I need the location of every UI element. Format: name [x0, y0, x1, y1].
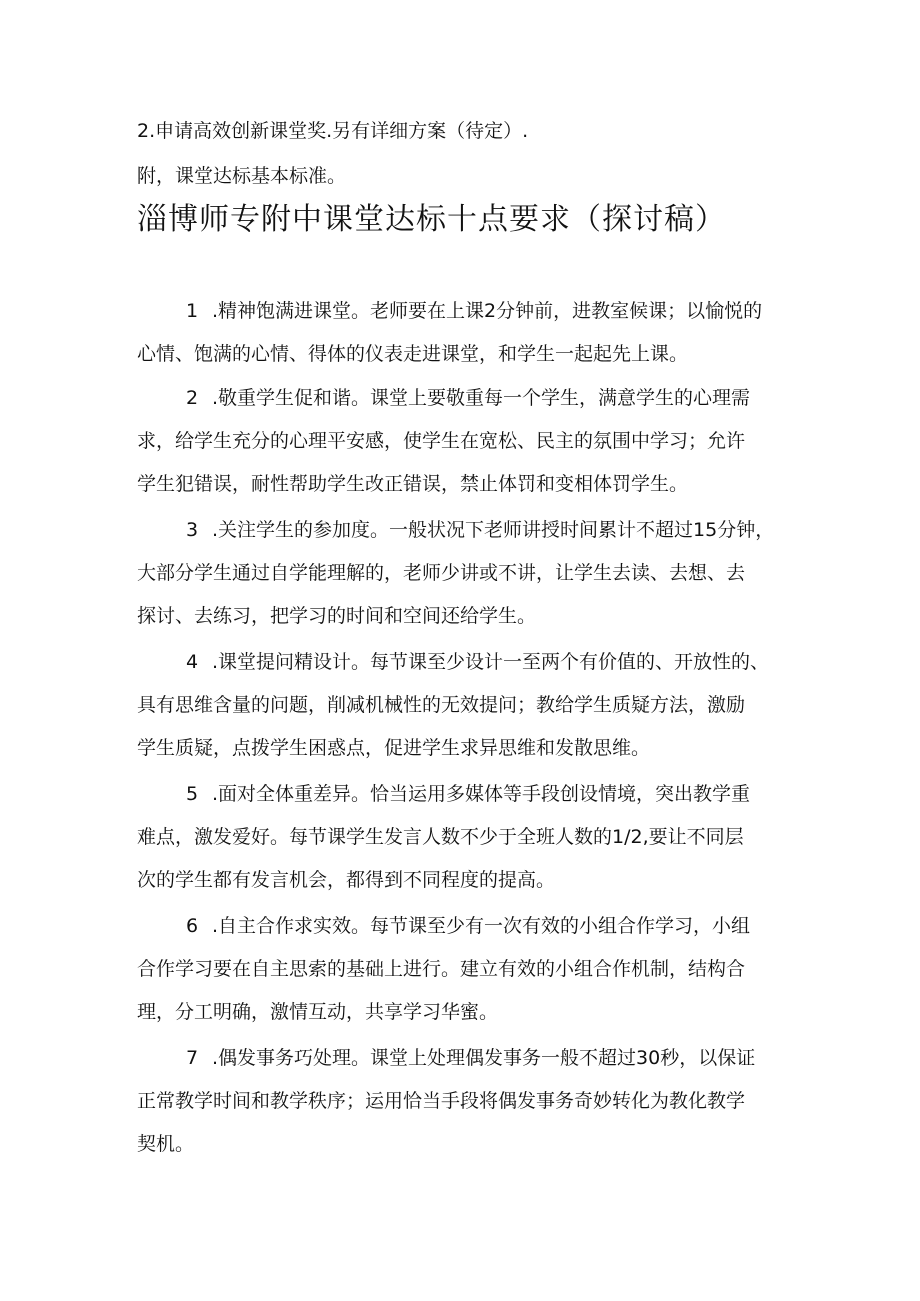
item-line: 契机。 [137, 1133, 195, 1155]
item-line [137, 509, 787, 552]
item-line [137, 1037, 787, 1080]
item-number: 5 [186, 783, 199, 805]
intro-line-1: 2.申请高效创新课堂奖.另有详细方案（待定）. [137, 120, 529, 142]
item-line [137, 290, 787, 333]
item-number: 7 [186, 1047, 199, 1069]
item-line: 次的学生都有发言机会，都得到不同程度的提高。 [137, 869, 556, 891]
item-line: 学生犯错误，耐性帮助学生改正错误，禁止体罚和变相体罚学生。 [137, 473, 689, 495]
item-line: 理，分工明确，激情互动，共享学习华蜜。 [137, 1001, 499, 1023]
list-item [137, 905, 787, 1034]
item-line: 具有思维含量的问题，削减机械性的无效提问；教给学生质疑方法，激励 [137, 694, 746, 716]
item-number: 6 [186, 915, 199, 937]
item-line: 难点，激发爱好。每节课学生发言人数不少于全班人数的1/2,要让不同层 [137, 826, 744, 848]
item-number: 3 [186, 519, 199, 541]
item-line: 合作学习要在自主思索的基础上进行。建立有效的小组合作机制，结构合 [137, 958, 746, 980]
item-text: .精神饱满进课堂。老师要在上课2分钟前，进教室候课；以愉悦的 [212, 300, 763, 322]
item-text: .偶发事务巧处理。课堂上处理偶发事务一般不超过30秒，以保证 [212, 1047, 756, 1069]
item-number: 4 [186, 651, 199, 673]
item-line: 学生质疑，点拨学生困惑点，促进学生求异思维和发散思维。 [137, 737, 651, 759]
list-item [137, 773, 787, 902]
item-text: .敬重学生促和谐。课堂上要敬重每一个学生，满意学生的心理需 [212, 387, 751, 409]
item-line [137, 773, 787, 816]
list-item [137, 377, 787, 506]
item-line [137, 641, 787, 684]
item-line [137, 905, 787, 948]
item-number: 2 [186, 387, 199, 409]
list-item [137, 641, 787, 770]
item-line: 心情、饱满的心情、得体的仪表走进课堂，和学生一起起先上课。 [137, 343, 689, 365]
page-title: 淄博师专附中课堂达标十点要求（探讨稿） [137, 202, 726, 237]
item-text: .自主合作求实效。每节课至少有一次有效的小组合作学习，小组 [212, 915, 751, 937]
item-line: 求，给学生充分的心理平安感，使学生在宽松、民主的氛围中学习；允许 [137, 430, 746, 452]
item-text: .课堂提问精设计。每节课至少设计一至两个有价值的、开放性的、 [212, 651, 770, 673]
list-item [137, 1037, 787, 1166]
intro-line-2: 附，课堂达标基本标准。 [137, 165, 347, 187]
item-number: 1 [186, 300, 199, 322]
item-text: .关注学生的参加度。一般状况下老师讲授时间累计不超过15分钟， [212, 519, 775, 541]
list-item [137, 290, 787, 376]
item-line: 大部分学生通过自学能理解的，老师少讲或不讲，让学生去读、去想、去 [137, 562, 746, 584]
item-line [137, 377, 787, 420]
list-item [137, 509, 787, 638]
item-line: 正常教学时间和教学秩序；运用恰当手段将偶发事务奇妙转化为教化教学 [137, 1090, 746, 1112]
item-text: .面对全体重差异。恰当运用多媒体等手段创设情境，突出教学重 [212, 783, 751, 805]
item-line: 探讨、去练习，把学习的时间和空间还给学生。 [137, 605, 537, 627]
